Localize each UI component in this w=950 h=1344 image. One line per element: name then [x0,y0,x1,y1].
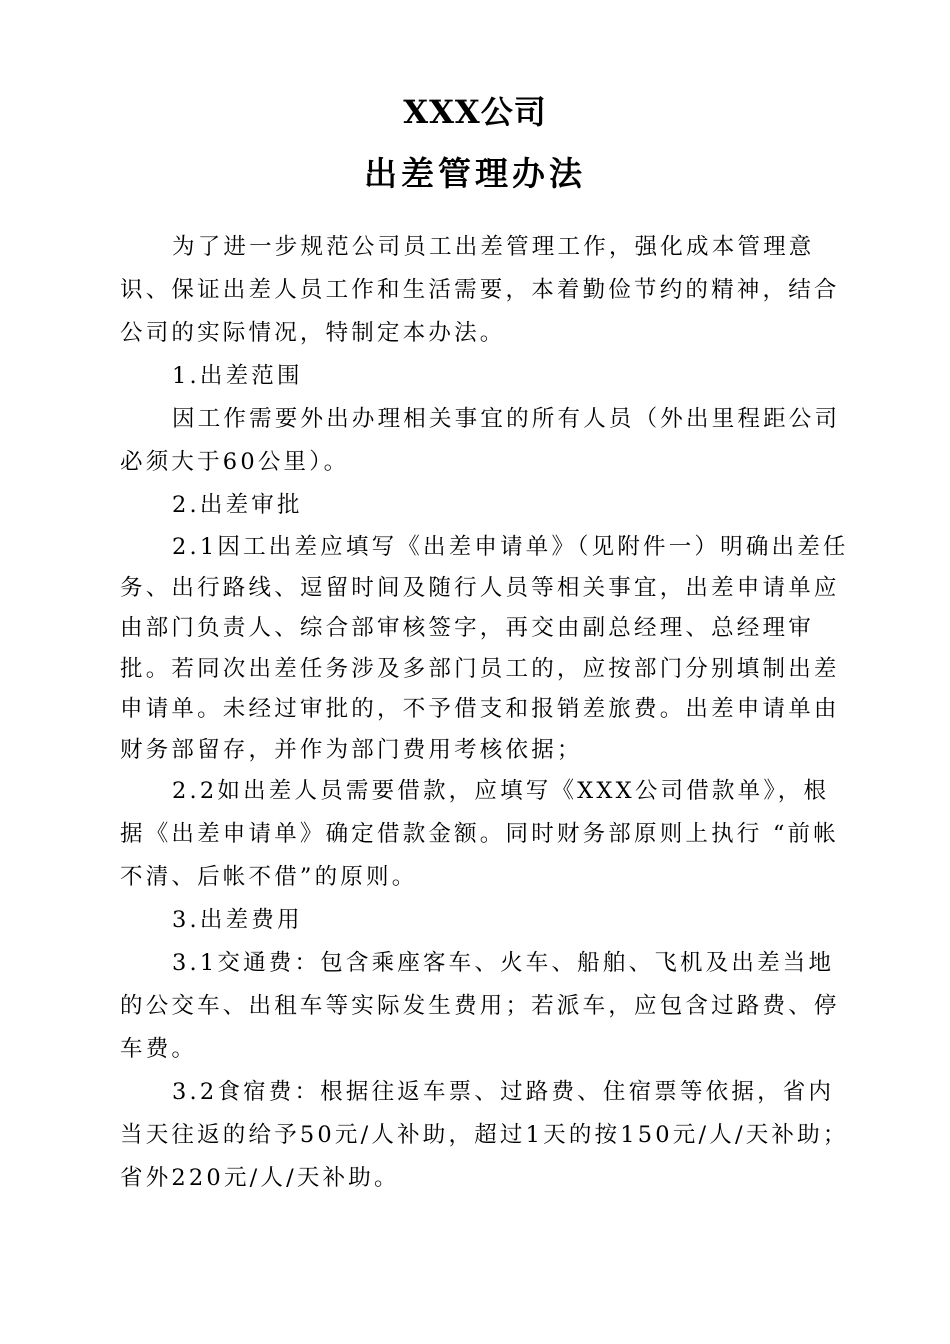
scope-paragraph: 因工作需要外出办理相关事宜的所有人员（外出里程距公司必须大于60公里）。 [120,406,841,475]
approval-paragraph-2-1: 2.1因工出差应填写《出差申请单》（见附件一）明确出差任务、出行路线、逗留时间及随行人员等相关事宜，出差申请单应由部门负责人、综合部审核签字，再交由副总经理、总经理审批。若同次出差任务涉及多部门员工的，应按部门分别填制出差申请单。未经过审批的，不予借支和报销差旅费。出差申请单由财务部留存，并作为部门费用考核依据； [120,534,849,763]
document-body [120,226,850,1200]
section-heading-approval: 2.出差审批 [172,492,303,518]
section-heading-expenses: 3.出差费用 [172,907,303,933]
document-title: 出差管理办法 [364,154,586,193]
company-title: XXX公司 [403,93,547,131]
approval-paragraph-2-2: 2.2如出差人员需要借款，应填写《XXX公司借款单》，根据《出差申请单》确定借款金额。同时财务部原则上执行 “前帐不清、后帐不借”的原则。 [120,778,839,890]
expenses-paragraph-3-1: 3.1交通费：包含乘座客车、火车、船舶、飞机及出差当地的公交车、出租车等实际发生费用；若派车，应包含过路费、停车费。 [120,950,840,1062]
expenses-paragraph-3-2: 3.2食宿费：根据往返车票、过路费、住宿票等依据，省内当天往返的给予50元/人补助，超过1天的按150元/人/天补助；省外220元/人/天补助。 [120,1079,849,1191]
intro-paragraph: 为了进一步规范公司员工出差管理工作，强化成本管理意识、保证出差人员工作和生活需要，本着勤俭节约的精神，结合公司的实际情况，特制定本办法。 [120,234,840,346]
section-heading-scope: 1.出差范围 [172,363,303,389]
